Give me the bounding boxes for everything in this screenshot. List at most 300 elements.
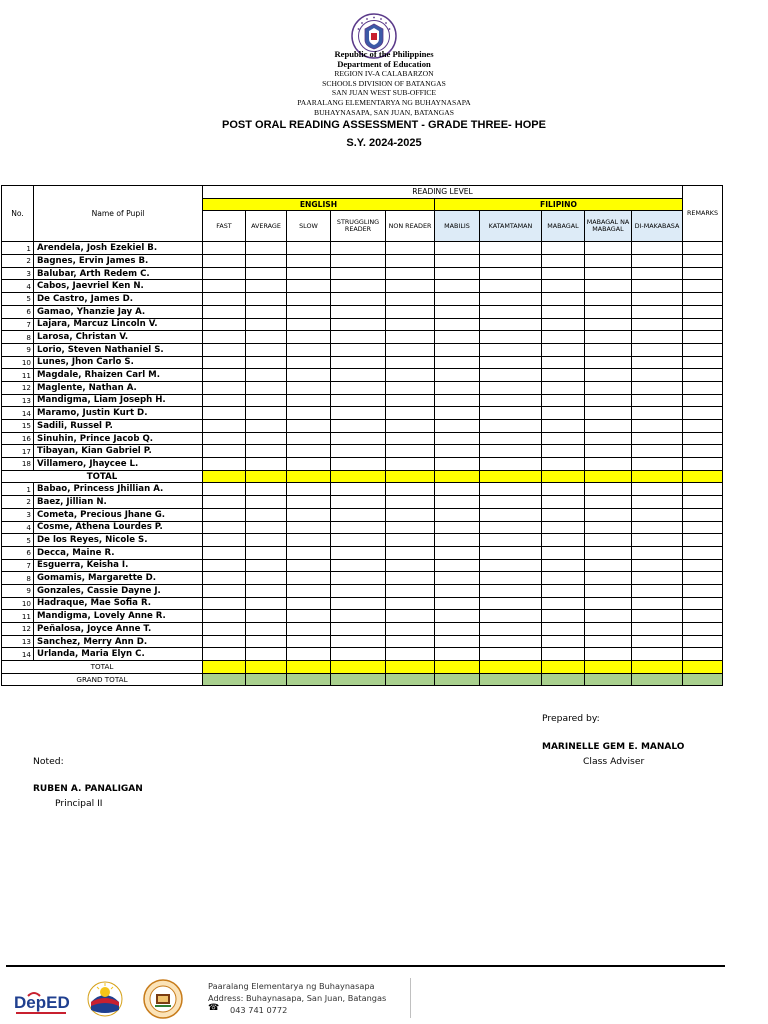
level-cell <box>246 458 287 471</box>
level-cell <box>331 559 386 572</box>
pupil-number: 7 <box>2 559 34 572</box>
table-row <box>2 331 723 344</box>
level-cell <box>585 381 632 394</box>
level-cell <box>386 407 435 420</box>
level-cell <box>386 343 435 356</box>
level-cell <box>386 673 435 686</box>
level-cell <box>480 407 542 420</box>
level-cell <box>480 343 542 356</box>
level-cell <box>683 610 723 623</box>
level-cell <box>480 610 542 623</box>
grand-total-row <box>2 673 723 686</box>
level-cell <box>542 572 585 585</box>
level-cell <box>683 420 723 433</box>
level-cell <box>632 369 683 382</box>
level-cell <box>435 483 480 496</box>
level-cell <box>632 661 683 674</box>
level-cell <box>480 331 542 344</box>
level-cell <box>246 293 287 306</box>
level-cell <box>246 508 287 521</box>
pupil-number: 5 <box>2 293 34 306</box>
pupil-name: Cosme, Athena Lourdes P. <box>34 521 203 534</box>
level-cell <box>287 420 331 433</box>
level-cell <box>435 635 480 648</box>
pupil-name: Villamero, Jhaycee L. <box>34 458 203 471</box>
level-cell <box>632 407 683 420</box>
level-cell <box>287 572 331 585</box>
level-cell <box>480 432 542 445</box>
level-cell <box>632 546 683 559</box>
level-cell <box>287 318 331 331</box>
level-cell <box>203 623 246 636</box>
school-seal-icon <box>143 979 183 1019</box>
level-cell <box>480 255 542 268</box>
pupil-name: Lajara, Marcuz Lincoln V. <box>34 318 203 331</box>
level-cell <box>683 584 723 597</box>
table-row <box>2 407 723 420</box>
level-cell <box>203 534 246 547</box>
table-row <box>2 483 723 496</box>
level-cell <box>632 483 683 496</box>
pupil-number: 13 <box>2 635 34 648</box>
level-cell <box>542 305 585 318</box>
level-cell <box>542 420 585 433</box>
level-cell <box>632 496 683 509</box>
level-cell <box>480 673 542 686</box>
level-cell <box>632 318 683 331</box>
level-cell <box>287 381 331 394</box>
level-cell <box>287 673 331 686</box>
level-cell <box>331 661 386 674</box>
level-cell <box>331 673 386 686</box>
level-cell <box>435 305 480 318</box>
level-cell <box>246 610 287 623</box>
level-cell <box>331 470 386 483</box>
reading-level-header: READING LEVEL <box>203 186 683 199</box>
level-cell <box>203 610 246 623</box>
table-row <box>2 267 723 280</box>
pupil-number: 1 <box>2 483 34 496</box>
level-cell <box>632 610 683 623</box>
pupil-name: Maramo, Justin Kurt D. <box>34 407 203 420</box>
table-row <box>2 242 723 255</box>
level-cell <box>386 559 435 572</box>
level-cell <box>287 242 331 255</box>
grand-total-row-label: GRAND TOTAL <box>2 673 203 686</box>
pupil-number: 5 <box>2 534 34 547</box>
level-cell <box>246 343 287 356</box>
reading-level-table <box>1 185 723 686</box>
level-cell <box>203 267 246 280</box>
pupil-name: Arendela, Josh Ezekiel B. <box>34 242 203 255</box>
level-cell <box>632 343 683 356</box>
level-cell <box>287 559 331 572</box>
level-cell <box>480 293 542 306</box>
level-cell <box>287 293 331 306</box>
level-cell <box>435 623 480 636</box>
level-cell <box>203 559 246 572</box>
level-cell <box>203 242 246 255</box>
pupil-number: 17 <box>2 445 34 458</box>
level-cell <box>246 559 287 572</box>
table-row <box>2 432 723 445</box>
level-cell <box>542 318 585 331</box>
level-cell <box>246 623 287 636</box>
level-cell <box>683 648 723 661</box>
level-cell <box>386 293 435 306</box>
level-cell <box>683 394 723 407</box>
pupil-number: 4 <box>2 521 34 534</box>
level-cell <box>435 458 480 471</box>
level-cell <box>203 458 246 471</box>
level-cell <box>287 534 331 547</box>
level-cell <box>542 597 585 610</box>
pupil-name: Mandigma, Lovely Anne R. <box>34 610 203 623</box>
level-cell <box>246 318 287 331</box>
level-katamtaman: KATAMTAMAN <box>480 211 542 242</box>
pupil-name: De los Reyes, Nicole S. <box>34 534 203 547</box>
level-cell <box>287 407 331 420</box>
adviser-name: MARINELLE GEM E. MANALO <box>542 742 685 752</box>
telephone-icon: ☎ <box>208 1003 220 1013</box>
level-cell <box>480 508 542 521</box>
level-cell <box>480 559 542 572</box>
level-cell <box>585 394 632 407</box>
level-cell <box>542 534 585 547</box>
level-cell <box>246 572 287 585</box>
level-cell <box>480 572 542 585</box>
pupil-number: 6 <box>2 305 34 318</box>
level-cell <box>585 610 632 623</box>
svg-text:DepED: DepED <box>14 993 70 1012</box>
level-cell <box>331 394 386 407</box>
level-cell <box>480 445 542 458</box>
pupil-number: 3 <box>2 508 34 521</box>
level-cell <box>542 331 585 344</box>
level-cell <box>683 572 723 585</box>
level-cell <box>435 343 480 356</box>
level-cell <box>632 381 683 394</box>
level-cell <box>480 242 542 255</box>
level-cell <box>246 483 287 496</box>
level-cell <box>386 280 435 293</box>
level-cell <box>386 572 435 585</box>
level-cell <box>435 407 480 420</box>
level-cell <box>585 597 632 610</box>
pupil-name: Gonzales, Cassie Dayne J. <box>34 584 203 597</box>
level-cell <box>203 331 246 344</box>
level-cell <box>386 597 435 610</box>
level-cell <box>203 407 246 420</box>
level-cell <box>683 242 723 255</box>
level-cell <box>386 521 435 534</box>
pupil-name: Gamao, Yhanzie Jay A. <box>34 305 203 318</box>
level-cell <box>331 305 386 318</box>
level-cell <box>386 508 435 521</box>
level-cell <box>542 381 585 394</box>
level-cell <box>542 255 585 268</box>
level-cell <box>585 420 632 433</box>
level-cell <box>585 521 632 534</box>
level-cell <box>585 470 632 483</box>
level-cell <box>632 280 683 293</box>
level-cell <box>632 458 683 471</box>
level-cell <box>331 356 386 369</box>
group2-total-row-label: TOTAL <box>2 661 203 674</box>
pupil-number: 12 <box>2 623 34 636</box>
level-cell <box>542 635 585 648</box>
level-cell <box>287 445 331 458</box>
pupil-number: 11 <box>2 369 34 382</box>
level-cell <box>435 331 480 344</box>
level-cell <box>480 420 542 433</box>
group1-total-row <box>2 470 723 483</box>
level-cell <box>287 661 331 674</box>
level-cell <box>386 267 435 280</box>
pupil-name: Gomamis, Margarette D. <box>34 572 203 585</box>
level-cell <box>203 255 246 268</box>
level-cell <box>480 496 542 509</box>
level-cell <box>203 394 246 407</box>
level-cell <box>203 305 246 318</box>
level-cell <box>386 369 435 382</box>
level-cell <box>246 673 287 686</box>
level-cell <box>683 534 723 547</box>
table-row <box>2 318 723 331</box>
level-cell <box>287 483 331 496</box>
level-cell <box>287 356 331 369</box>
level-cell <box>435 610 480 623</box>
level-cell <box>542 483 585 496</box>
footer-school-name: Paaralang Elementarya ng Buhaynasapa <box>208 981 375 991</box>
level-cell <box>632 331 683 344</box>
level-cell <box>683 458 723 471</box>
level-cell <box>246 420 287 433</box>
level-fast: FAST <box>203 211 246 242</box>
pupil-name: Urlanda, Maria Elyn C. <box>34 648 203 661</box>
english-header: ENGLISH <box>203 198 435 211</box>
level-cell <box>287 597 331 610</box>
suboffice-line: SAN JUAN WEST SUB-OFFICE <box>331 88 437 98</box>
level-cell <box>632 356 683 369</box>
pupil-number: 14 <box>2 648 34 661</box>
level-cell <box>435 267 480 280</box>
level-cell <box>386 318 435 331</box>
table-row <box>2 394 723 407</box>
level-struggling-reader: STRUGGLING READER <box>331 211 386 242</box>
level-cell <box>203 483 246 496</box>
level-cell <box>542 648 585 661</box>
level-cell <box>331 420 386 433</box>
level-cell <box>331 280 386 293</box>
table-row <box>2 496 723 509</box>
level-cell <box>683 432 723 445</box>
level-cell <box>585 635 632 648</box>
level-cell <box>203 445 246 458</box>
level-cell <box>542 496 585 509</box>
level-cell <box>632 635 683 648</box>
level-cell <box>386 445 435 458</box>
level-cell <box>386 470 435 483</box>
level-cell <box>585 280 632 293</box>
footer-address: Address: Buhaynasapa, San Juan, Batangas <box>208 993 387 1003</box>
table-row <box>2 546 723 559</box>
level-cell <box>435 318 480 331</box>
table-row <box>2 255 723 268</box>
table-row <box>2 623 723 636</box>
table-row <box>2 369 723 382</box>
level-cell <box>246 496 287 509</box>
level-cell <box>585 293 632 306</box>
prepared-by-label: Prepared by: <box>542 713 600 724</box>
level-cell <box>542 280 585 293</box>
level-cell <box>480 546 542 559</box>
level-cell <box>683 623 723 636</box>
level-cell <box>683 267 723 280</box>
level-cell <box>683 559 723 572</box>
level-cell <box>287 280 331 293</box>
level-cell <box>246 305 287 318</box>
level-cell <box>585 623 632 636</box>
level-cell <box>331 623 386 636</box>
level-cell <box>683 369 723 382</box>
pupil-name: Sinuhin, Prince Jacob Q. <box>34 432 203 445</box>
group1-total-row-label: TOTAL <box>2 470 203 483</box>
level-average: AVERAGE <box>246 211 287 242</box>
level-cell <box>542 432 585 445</box>
level-cell <box>585 648 632 661</box>
level-cell <box>386 635 435 648</box>
level-cell <box>480 470 542 483</box>
filipino-header: FILIPINO <box>435 198 683 211</box>
level-cell <box>542 343 585 356</box>
level-cell <box>203 661 246 674</box>
level-cell <box>287 508 331 521</box>
level-cell <box>632 623 683 636</box>
level-cell <box>386 305 435 318</box>
level-cell <box>435 546 480 559</box>
pupil-name: De Castro, James D. <box>34 293 203 306</box>
level-cell <box>632 597 683 610</box>
level-cell <box>542 293 585 306</box>
level-cell <box>331 407 386 420</box>
level-cell <box>386 483 435 496</box>
pupil-number: 8 <box>2 331 34 344</box>
pupil-number: 9 <box>2 584 34 597</box>
level-cell <box>585 356 632 369</box>
level-cell <box>246 432 287 445</box>
level-cell <box>331 331 386 344</box>
level-cell <box>246 546 287 559</box>
level-cell <box>386 381 435 394</box>
level-cell <box>435 559 480 572</box>
level-cell <box>287 584 331 597</box>
level-cell <box>246 255 287 268</box>
table-row <box>2 572 723 585</box>
pupil-name: Sadili, Russel P. <box>34 420 203 433</box>
level-cell <box>480 584 542 597</box>
level-cell <box>632 394 683 407</box>
level-cell <box>683 407 723 420</box>
level-cell <box>480 381 542 394</box>
level-cell <box>203 496 246 509</box>
level-cell <box>203 280 246 293</box>
level-cell <box>480 597 542 610</box>
level-cell <box>386 356 435 369</box>
level-cell <box>542 445 585 458</box>
level-cell <box>435 673 480 686</box>
level-cell <box>683 508 723 521</box>
level-cell <box>435 584 480 597</box>
level-cell <box>203 356 246 369</box>
level-cell <box>480 267 542 280</box>
address-line: BUHAYNASAPA, SAN JUAN, BATANGAS <box>314 107 454 117</box>
level-cell <box>386 255 435 268</box>
level-cell <box>542 584 585 597</box>
level-cell <box>287 623 331 636</box>
level-cell <box>203 318 246 331</box>
level-slow: SLOW <box>287 211 331 242</box>
level-cell <box>203 521 246 534</box>
level-cell <box>331 635 386 648</box>
level-cell <box>632 559 683 572</box>
level-cell <box>386 584 435 597</box>
pupil-name: Sanchez, Merry Ann D. <box>34 635 203 648</box>
level-cell <box>632 470 683 483</box>
level-cell <box>331 381 386 394</box>
level-cell <box>683 483 723 496</box>
level-cell <box>435 394 480 407</box>
level-cell <box>585 318 632 331</box>
pupil-number: 8 <box>2 572 34 585</box>
pupil-name: Esguerra, Keisha I. <box>34 559 203 572</box>
level-cell <box>435 242 480 255</box>
deped-logo <box>14 986 72 1018</box>
bagong-pilipinas-logo-icon <box>86 980 124 1018</box>
level-cell <box>386 242 435 255</box>
pupil-name: Magdale, Rhaizen Carl M. <box>34 369 203 382</box>
level-cell <box>542 394 585 407</box>
footer-phone: 043 741 0772 <box>230 1005 288 1015</box>
pupil-number: 7 <box>2 318 34 331</box>
level-cell <box>480 280 542 293</box>
pupil-name: Cometa, Precious Jhane G. <box>34 508 203 521</box>
pupil-name: Balubar, Arth Redem C. <box>34 267 203 280</box>
level-cell <box>246 584 287 597</box>
level-cell <box>435 661 480 674</box>
col-header-remarks: REMARKS <box>683 186 723 242</box>
level-cell <box>683 445 723 458</box>
level-cell <box>542 610 585 623</box>
region-line: REGION IV-A CALABARZON <box>334 69 434 79</box>
level-cell <box>585 546 632 559</box>
level-cell <box>287 267 331 280</box>
level-cell <box>585 432 632 445</box>
level-cell <box>683 305 723 318</box>
table-row <box>2 559 723 572</box>
level-cell <box>632 305 683 318</box>
level-cell <box>246 534 287 547</box>
pupil-number: 16 <box>2 432 34 445</box>
level-cell <box>435 597 480 610</box>
level-cell <box>542 470 585 483</box>
level-cell <box>287 610 331 623</box>
level-cell <box>331 242 386 255</box>
level-cell <box>435 280 480 293</box>
level-cell <box>585 661 632 674</box>
level-cell <box>542 407 585 420</box>
level-cell <box>632 673 683 686</box>
